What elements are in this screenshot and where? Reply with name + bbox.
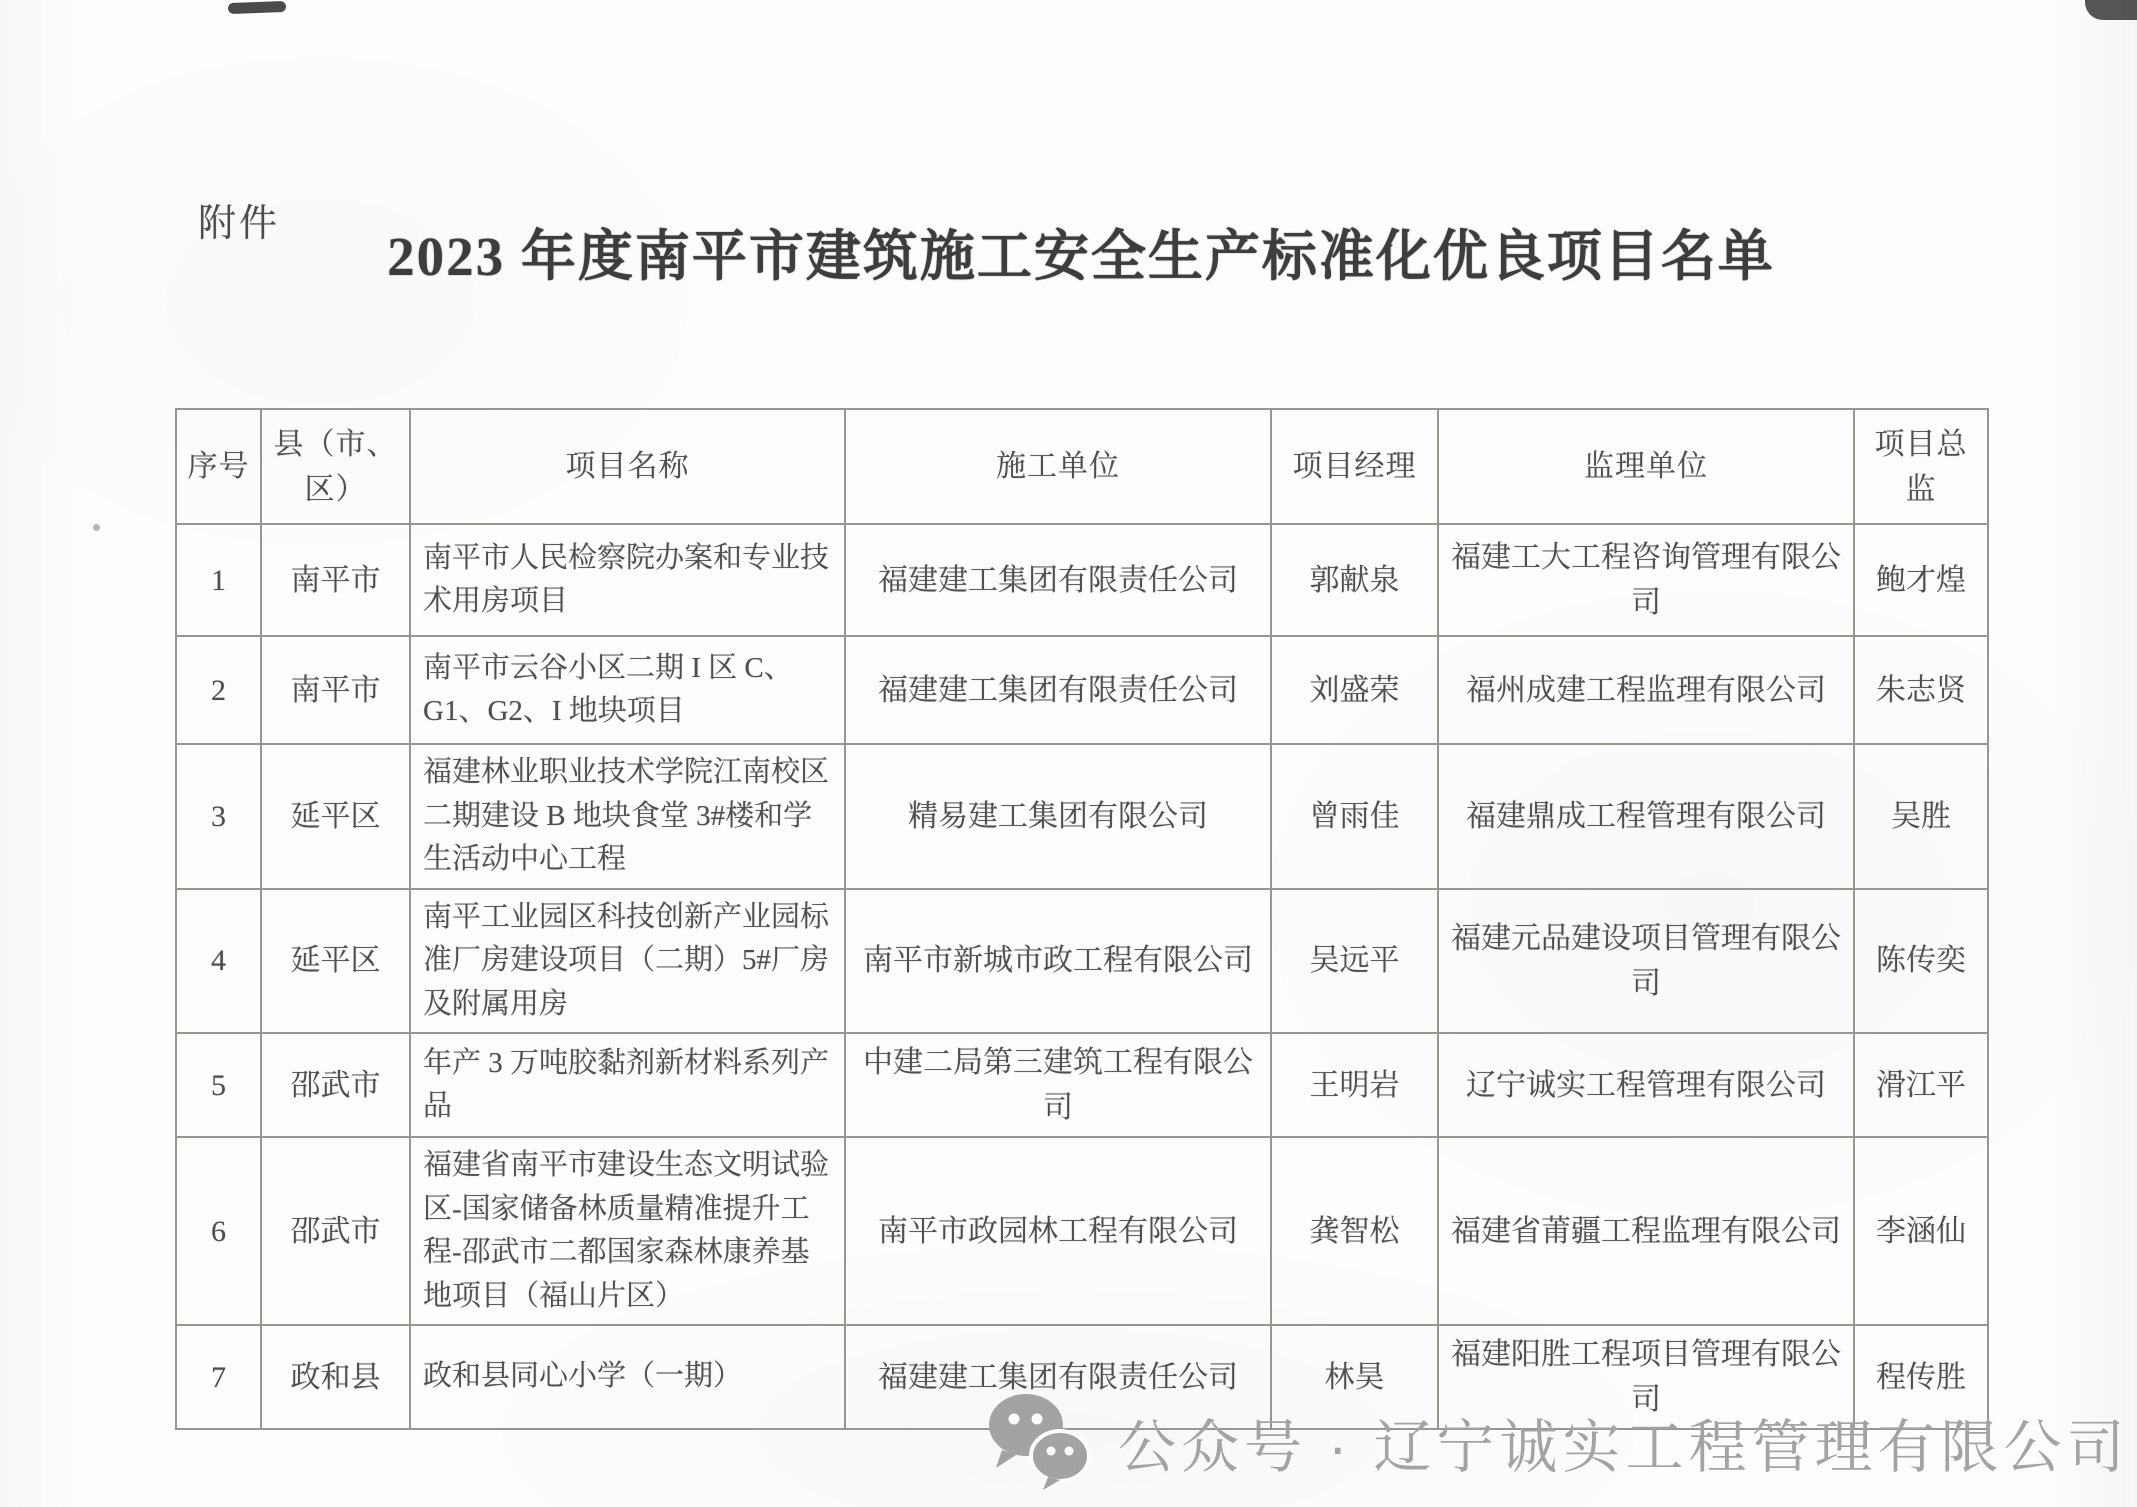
cell-contractor: 南平市新城市政工程有限公司 <box>845 889 1271 1034</box>
table-row <box>176 524 1988 636</box>
cell-no: 4 <box>176 889 261 1034</box>
cell-supervisor: 福建阳胜工程项目管理有限公司 <box>1438 1325 1854 1429</box>
cell-director: 滑江平 <box>1854 1033 1988 1137</box>
cell-contractor: 精易建工集团有限公司 <box>845 744 1271 889</box>
table-row <box>176 889 1988 1034</box>
cell-manager: 吴远平 <box>1271 889 1438 1034</box>
header-cell-contractor: 施工单位 <box>845 409 1271 524</box>
cell-supervisor: 福建工大工程咨询管理有限公司 <box>1438 524 1854 636</box>
page-title: 2023 年度南平市建筑施工安全生产标准化优良项目名单 <box>387 226 1775 287</box>
cell-no: 7 <box>176 1325 261 1429</box>
scan-artifact <box>228 1 286 14</box>
header-cell-no: 序号 <box>176 409 261 524</box>
cell-director: 陈传奕 <box>1854 889 1988 1034</box>
header-cell-project: 项目名称 <box>410 409 845 524</box>
cell-director: 程传胜 <box>1854 1325 1988 1429</box>
cell-contractor: 中建二局第三建筑工程有限公司 <box>845 1033 1271 1137</box>
cell-project: 南平市云谷小区二期 I 区 C、G1、G2、I 地块项目 <box>410 636 845 744</box>
attachment-label: 附件 <box>198 203 281 245</box>
cell-contractor: 南平市政园林工程有限公司 <box>845 1137 1271 1325</box>
header-cell-district: 县（市、区） <box>261 409 410 524</box>
cell-supervisor: 福州成建工程监理有限公司 <box>1438 636 1854 744</box>
cell-no: 2 <box>176 636 261 744</box>
cell-no: 3 <box>176 744 261 889</box>
cell-manager: 王明岩 <box>1271 1033 1438 1137</box>
cell-manager: 龚智松 <box>1271 1137 1438 1325</box>
header-cell-manager: 项目经理 <box>1271 409 1438 524</box>
table-header-row <box>176 409 1988 524</box>
cell-no: 5 <box>176 1033 261 1137</box>
cell-district: 延平区 <box>261 889 410 1034</box>
cell-no: 1 <box>176 524 261 636</box>
cell-district: 南平市 <box>261 524 410 636</box>
table-row <box>176 1033 1988 1137</box>
cell-director: 李涵仙 <box>1854 1137 1988 1325</box>
cell-project: 福建林业职业技术学院江南校区二期建设 B 地块食堂 3#楼和学生活动中心工程 <box>410 744 845 889</box>
cell-district: 政和县 <box>261 1325 410 1429</box>
cell-director: 鲍才煌 <box>1854 524 1988 636</box>
cell-director: 朱志贤 <box>1854 636 1988 744</box>
cell-supervisor: 福建省莆疆工程监理有限公司 <box>1438 1137 1854 1325</box>
wechat-icon <box>988 1392 1092 1492</box>
cell-district: 延平区 <box>261 744 410 889</box>
cell-supervisor: 辽宁诚实工程管理有限公司 <box>1438 1033 1854 1137</box>
cell-project: 福建省南平市建设生态文明试验区-国家储备林质量精准提升工程-邵武市二都国家森林康养基地项目（福山片区） <box>410 1137 845 1325</box>
cell-director: 吴胜 <box>1854 744 1988 889</box>
scan-artifact <box>2085 0 2137 20</box>
cell-project: 年产 3 万吨胶黏剂新材料系列产品 <box>410 1033 845 1137</box>
projects-table <box>175 408 1989 1430</box>
cell-no: 6 <box>176 1137 261 1325</box>
cell-district: 邵武市 <box>261 1033 410 1137</box>
scan-artifact <box>93 524 100 531</box>
watermark-text: 公众号 · 辽宁诚实工程管理有限公司 <box>1118 1415 2130 1480</box>
table-row <box>176 744 1988 889</box>
cell-project: 南平工业园区科技创新产业园标准厂房建设项目（二期）5#厂房及附属用房 <box>410 889 845 1034</box>
cell-manager: 林昊 <box>1271 1325 1438 1429</box>
cell-manager: 郭献泉 <box>1271 524 1438 636</box>
cell-contractor: 福建建工集团有限责任公司 <box>845 524 1271 636</box>
header-cell-supervisor: 监理单位 <box>1438 409 1854 524</box>
cell-manager: 曾雨佳 <box>1271 744 1438 889</box>
cell-project: 政和县同心小学（一期） <box>410 1325 845 1429</box>
cell-contractor: 福建建工集团有限责任公司 <box>845 1325 1271 1429</box>
cell-supervisor: 福建鼎成工程管理有限公司 <box>1438 744 1854 889</box>
header-cell-director: 项目总监 <box>1854 409 1988 524</box>
cell-contractor: 福建建工集团有限责任公司 <box>845 636 1271 744</box>
cell-district: 邵武市 <box>261 1137 410 1325</box>
table-row <box>176 1137 1988 1325</box>
cell-supervisor: 福建元品建设项目管理有限公司 <box>1438 889 1854 1034</box>
cell-project: 南平市人民检察院办案和专业技术用房项目 <box>410 524 845 636</box>
watermark <box>988 1392 2130 1492</box>
cell-district: 南平市 <box>261 636 410 744</box>
cell-manager: 刘盛荣 <box>1271 636 1438 744</box>
table-row <box>176 636 1988 744</box>
